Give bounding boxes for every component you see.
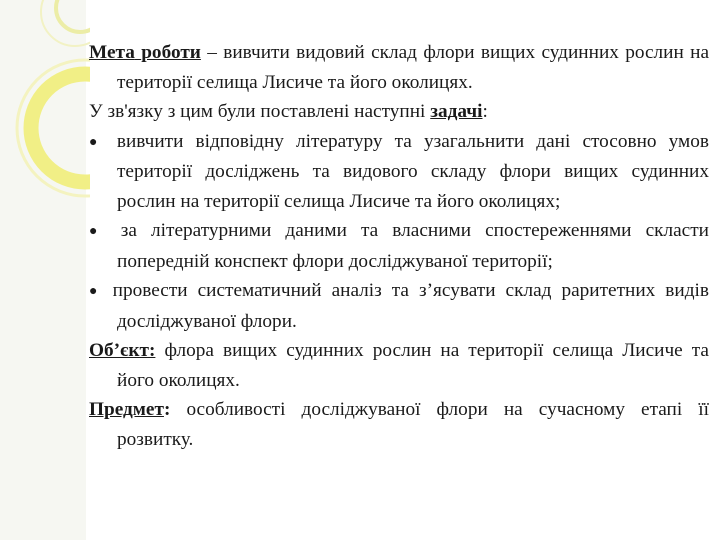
goal-label: Мета роботи xyxy=(89,42,201,63)
goal-paragraph: Мета роботи – вивчити видовий склад флори вищих судинних рослин на території селища Лисиче та його околицях. xyxy=(89,42,710,93)
object-label: Об’єкт: xyxy=(89,340,156,361)
decorative-rings-graphic xyxy=(0,0,90,200)
bullet-icon: ● xyxy=(89,224,107,239)
object-paragraph xyxy=(89,336,709,395)
subject-paragraph: Предмет: особливості досліджуваної флори на сучасному етапі її розвитку. xyxy=(89,399,709,450)
object-text: флора вищих судинних рослин на території селища Лисиче та його околицях. xyxy=(117,340,709,391)
bullet-icon: ● xyxy=(89,134,105,150)
task-item-2 xyxy=(89,216,709,276)
task-text: вивчити відповідну літературу та узагальнити дані стосовно умов території досліджень та видового складу флори вищих судинних рослин на території селища Лисиче та його околицях; xyxy=(116,130,709,212)
subject-text: особливості досліджуваної флори на сучасному етапі її розвитку. xyxy=(117,399,709,450)
goal-text: вивчити видовий склад флори вищих судинних рослин на території селища Лисиче та його околицях. xyxy=(117,42,710,93)
decorative-ring-top-outer xyxy=(41,0,90,46)
subject-label: Предмет xyxy=(89,399,164,420)
intro-paragraph: У зв'язку з цим були поставлені наступні задачі: xyxy=(89,101,488,122)
task-item-1 xyxy=(89,127,709,217)
tasks-label: задачі xyxy=(430,101,483,122)
task-text: провести систематичний аналіз та з’ясувати склад раритетних видів досліджуваної флори. xyxy=(112,280,709,332)
slide-content xyxy=(89,38,709,454)
decorative-ring-main xyxy=(31,74,90,182)
task-item-3 xyxy=(89,276,709,336)
bullet-icon: ● xyxy=(89,284,103,299)
intro-text: У зв'язку з цим були поставлені наступні xyxy=(89,101,426,122)
task-text: за літературними даними та власними спостереженнями скласти попередній конспект флори досліджуваної території; xyxy=(117,220,709,272)
decorative-ring-top xyxy=(56,0,90,32)
